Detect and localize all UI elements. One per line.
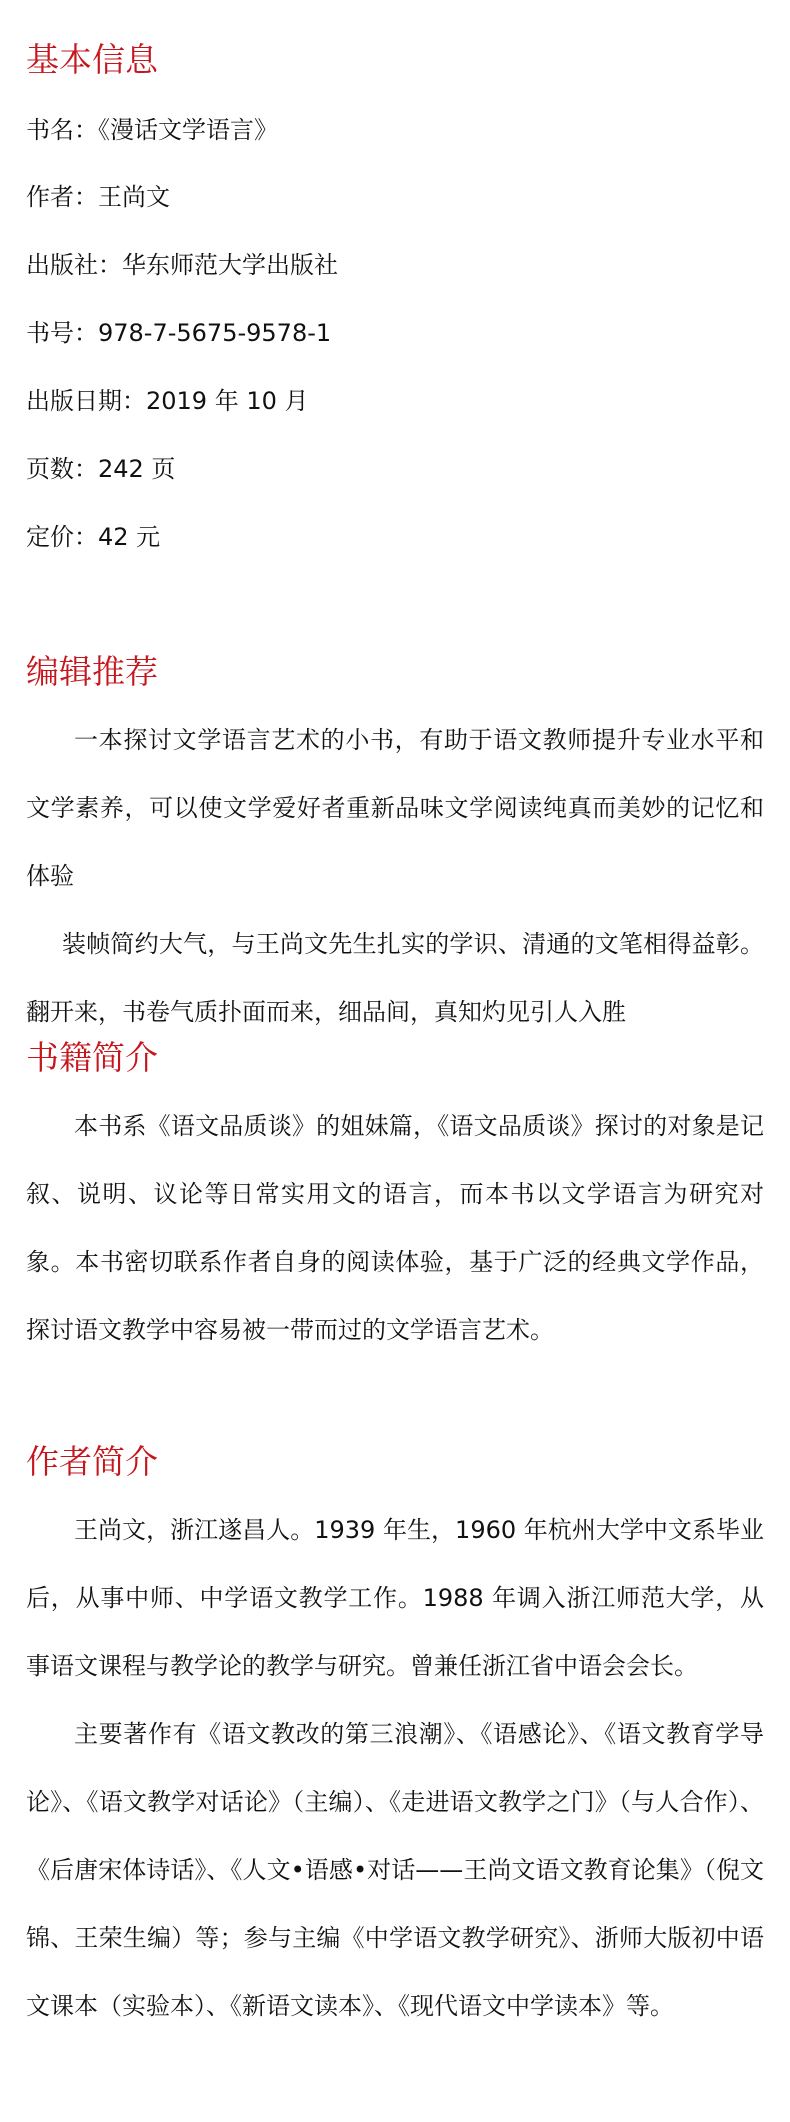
publish-date-line: 出版日期：2019 年 10 月 (26, 387, 309, 415)
author-intro-paragraph-1: 王尚文，浙江遂昌人。1939 年生，1960 年杭州大学中文系毕业后，从事中师、中学语文教学工作。1988 年调入浙江师范大学，从事语文课程与教学论的教学与研究。曾兼任浙江省中语会会长。 (26, 1516, 764, 1680)
pages-line: 页数：242 页 (26, 455, 176, 483)
author-line: 作者：王尚文 (26, 183, 170, 211)
book-intro-title: 书籍简介 (26, 1038, 158, 1077)
price-line: 定价：42 元 (26, 523, 161, 551)
book-intro-body (26, 1092, 764, 1364)
isbn-line: 书号：978-7-5675-9578-1 (26, 319, 332, 347)
editor-recommend-title: 编辑推荐 (26, 652, 158, 691)
basic-info-title: 基本信息 (26, 40, 158, 79)
editor-recommend-paragraph-1: 一本探讨文学语言艺术的小书，有助于语文教师提升专业水平和文学素养，可以使文学爱好者重新品味文学阅读纯真而美妙的记忆和体验 (26, 726, 764, 890)
editor-recommend-body (26, 706, 764, 1046)
publisher-line: 出版社：华东师范大学出版社 (26, 251, 338, 279)
author-intro-paragraph-2: 主要著作有《语文教改的第三浪潮》、《语感论》、《语文教育学导论》、《语文教学对话论》（主编）、《走进语文教学之门》（与人合作）、《后唐宋体诗话》、《人文•语感•对话——王尚文语文教育论集》（倪文锦、王荣生编）等；参与主编《中学语文教学研究》、浙师大版初中语文课本（实验本）、《新语文读本》、《现代语文中学读本》等。 (26, 1720, 764, 2020)
book-intro-paragraph-1: 本书系《语文品质谈》的姐妹篇，《语文品质谈》探讨的对象是记叙、说明、议论等日常实用文的语言，而本书以文学语言为研究对象。本书密切联系作者自身的阅读体验，基于广泛的经典文学作品，探讨语文教学中容易被一带而过的文学语言艺术。 (26, 1112, 764, 1344)
book-name-line: 书名：《漫话文学语言》 (26, 116, 278, 144)
author-intro-body (26, 1496, 764, 2040)
editor-recommend-paragraph-2: 装帧简约大气，与王尚文先生扎实的学识、清通的文笔相得益彰。翻开来，书卷气质扑面而来，细品间，真知灼见引人入胜 (26, 930, 764, 1026)
author-intro-title: 作者简介 (26, 1442, 158, 1481)
